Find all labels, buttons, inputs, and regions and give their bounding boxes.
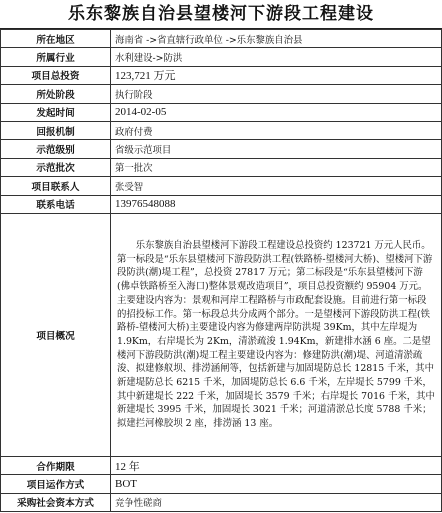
table-row: [1, 493, 442, 511]
row-value: 海南省 ->省直辖行政单位 ->乐东黎族自治县: [111, 30, 442, 48]
row-label: 所在地区: [1, 30, 111, 48]
table-row: [1, 85, 442, 103]
row-label: 所处阶段: [1, 85, 111, 103]
table-row-overview: [1, 213, 442, 456]
row-label: 采购社会资本方式: [1, 493, 111, 511]
row-value: 水利建设->防洪: [111, 48, 442, 66]
row-value: 第一批次: [111, 158, 442, 176]
table-row: [1, 475, 442, 493]
row-label: 项目总投资: [1, 66, 111, 84]
row-value: 12 年: [111, 456, 442, 474]
overview-label: 项目概况: [1, 213, 111, 456]
row-label: 示范级别: [1, 140, 111, 158]
row-value: 13976548088: [111, 195, 442, 213]
row-value: 2014-02-05: [111, 103, 442, 121]
row-value: 执行阶段: [111, 85, 442, 103]
row-value: 123,721 万元: [111, 66, 442, 84]
table-row: [1, 66, 442, 84]
table-row: [1, 121, 442, 139]
table-row: [1, 103, 442, 121]
table-row: [1, 177, 442, 195]
project-info-table: [0, 29, 442, 512]
row-label: 示范批次: [1, 158, 111, 176]
table-row: [1, 48, 442, 66]
row-label: 联系电话: [1, 195, 111, 213]
table-row: [1, 195, 442, 213]
row-value: 竞争性磋商: [111, 493, 442, 511]
document-title: 乐东黎族自治县望楼河下游段工程建设: [0, 0, 442, 29]
table-row: [1, 140, 442, 158]
row-label: 合作期限: [1, 456, 111, 474]
table-row: [1, 158, 442, 176]
row-label: 所属行业: [1, 48, 111, 66]
table-row: [1, 30, 442, 48]
row-label: 项目运作方式: [1, 475, 111, 493]
table-row: [1, 456, 442, 474]
row-value: 政府付费: [111, 121, 442, 139]
row-label: 发起时间: [1, 103, 111, 121]
row-value: BOT: [111, 475, 442, 493]
row-label: 回报机制: [1, 121, 111, 139]
overview-text: 乐东黎族自治县望楼河下游段工程建设总投资约 123721 万元人民币。第一标段是“乐东县望楼河下游段防洪工程(铁路桥-望楼河大桥)、望楼河下游段防洪(潮)堤工程”，总投资 27817 万元；第二标段是“乐东县望楼河下游(佛卓铁路桥至入海口)整体景观改造项目”，项目总投资额约 95904 万元。主要建设内容为：景观和河岸工程路桥与市政配套设施。目前进行第一标段的招投标工作。第一标段总共分成两个部分。一是望楼河下游段防洪工程(铁路桥-望楼河大桥)主要建设内容为修建两岸防洪堤 39Km，其中左岸堤为 1.9Km，右岸堤长为 2Km，清淤疏浚 1.94Km，新建排水涵 6 座。二是望楼河下游段防洪(潮)堤工程主要建设内容为：修建防洪(潮)堤、河道清淤疏浚、拟建修舣坝、排涝涵闸等，包括新建与加固堤防总长 12815 千米，其中新建堤防总长 6215 千米，加固堤防总长 6.6 千米，左岸堤长 5799 千米，其中新建堤长 222 千米，加固堤长 3579 千米；右岸堤长 7016 千米，其中新建堤长 3995 千米，加固堤长 3021 千米；河道清淤总长度 5788 千米；拟建拦河橡胶坝 2 座，排涝涵 13 座。: [111, 213, 442, 456]
row-label: 项目联系人: [1, 177, 111, 195]
row-value: 省级示范项目: [111, 140, 442, 158]
row-value: 张受智: [111, 177, 442, 195]
